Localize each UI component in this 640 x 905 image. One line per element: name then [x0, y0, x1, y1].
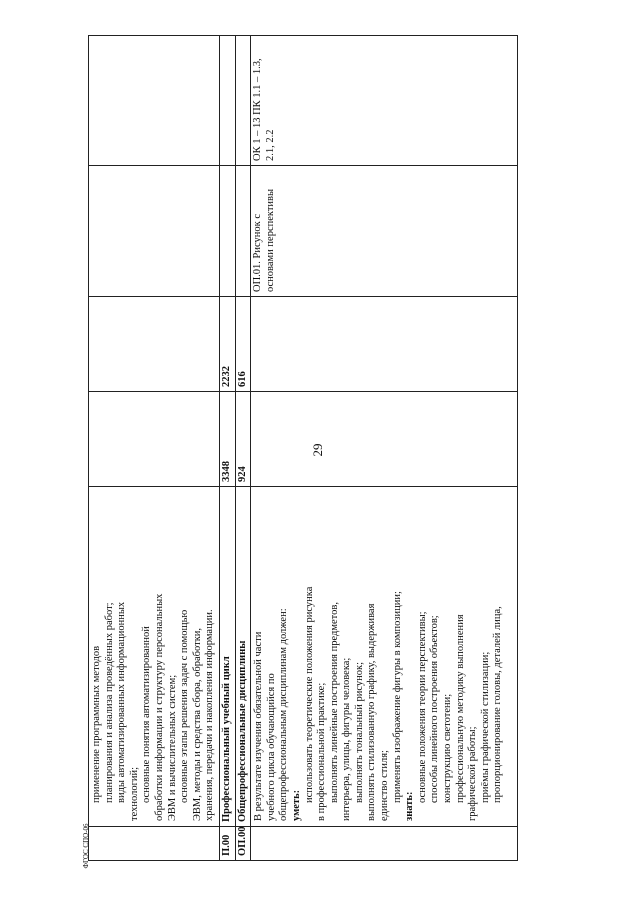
text-line: единство стиля;: [379, 750, 391, 821]
cell-hours-req-op00: 616: [235, 297, 251, 392]
text-line: графической работы;: [467, 726, 479, 821]
text-line: основные понятия автоматизированной: [141, 626, 153, 803]
cell-title-professional-cycle: Профессиональный учебный цикл: [219, 487, 235, 827]
text-line: конструкцию светотени;: [442, 693, 454, 803]
text-line: основные этапы решения задач с помощью: [179, 609, 191, 803]
text-line: ЭВМ и вычислительных систем;: [166, 674, 178, 821]
cell-hours-max-empty: [89, 392, 220, 487]
text-line: профессиональную методику выполнения: [454, 614, 466, 803]
text-line: виды автоматизированных информационных: [116, 601, 128, 803]
text-line: приёмы графической стилизации;: [479, 651, 491, 803]
cell-hours-max-p00: 3348: [219, 392, 235, 487]
cell-hours-req-op01-empty: [251, 297, 518, 392]
cell-competencies-p00-empty: [219, 36, 235, 166]
text-line: обработки информации и структуру персональных: [153, 593, 165, 821]
cell-competencies-op01: ОК 1 – 13 ПК 1.1 – 1.3, 2.1, 2.2: [251, 36, 518, 166]
umet-label: уметь:: [290, 789, 302, 821]
cell-hours-req-empty: [89, 297, 220, 392]
cell-code-p00: П.00: [219, 827, 235, 861]
page-number: 29: [310, 443, 325, 457]
text-line: выполнять стилизованную графику, выдерживая: [366, 603, 378, 821]
text-line: в профессиональной практике;: [316, 682, 328, 821]
cell-title-general-disciplines: Общепрофессиональные дисциплины: [235, 487, 251, 827]
cell-code-op00: ОП.00: [235, 827, 251, 861]
text-line: учебного цикла обучающийся по: [265, 673, 277, 821]
cell-discipline-empty: [89, 166, 220, 297]
text-line: технологий;: [128, 766, 140, 821]
text-line: В результате изучения обязательной части: [253, 631, 265, 821]
text-line: способы линейного построения объектов;: [429, 615, 441, 803]
table-row-continuation: [89, 36, 220, 861]
cell-description-op01: [251, 487, 518, 827]
cell-code-op01-empty: [251, 827, 518, 861]
text-line: использовать теоретические положения рисунка: [303, 586, 315, 803]
table-row-professional-cycle: [219, 36, 235, 861]
curriculum-table: [88, 35, 518, 861]
text-line: выполнять линейные построения предметов,: [328, 602, 340, 803]
cell-hours-max-op00: 924: [235, 392, 251, 487]
text-line: ЭВМ, методы и средства сбора, обработки,: [191, 627, 203, 821]
text-line: хранения, передачи и накопления информации.: [204, 609, 216, 821]
cell-discipline-p00-empty: [219, 166, 235, 297]
text-line: общепрофессиональным дисциплинам должен:: [278, 608, 290, 821]
table-row-general-disciplines: [235, 36, 251, 861]
znat-label: знать:: [404, 791, 416, 821]
table-row-op01: [251, 36, 518, 861]
cell-discipline-op01: ОП.01. Рисунок с основами перспективы: [251, 166, 518, 297]
rotated-table-container: [88, 36, 518, 861]
text-line: применение программных методов: [91, 645, 102, 803]
text-line: основные положения теории перспективы;: [416, 611, 428, 803]
text-line: интерьера, улицы, фигуры человека;: [341, 657, 353, 821]
cell-hours-max-op01-empty: [251, 392, 518, 487]
cell-competencies-op00-empty: [235, 36, 251, 166]
text-line: планирования и анализа проведённых работ;: [103, 602, 115, 803]
cell-code-empty: [89, 827, 220, 861]
cell-description-continuation: [89, 487, 220, 827]
cell-discipline-op00-empty: [235, 166, 251, 297]
cell-hours-req-p00: 2232: [219, 297, 235, 392]
footer-code: ФГОС СПО-06: [82, 823, 90, 869]
cell-competencies-empty: [89, 36, 220, 166]
text-line: пропорционирование головы, деталей лица,: [492, 606, 504, 803]
text-line: выполнять тональный рисунок;: [353, 662, 365, 803]
text-line: применять изображение фигуры в композиции;: [391, 591, 403, 803]
